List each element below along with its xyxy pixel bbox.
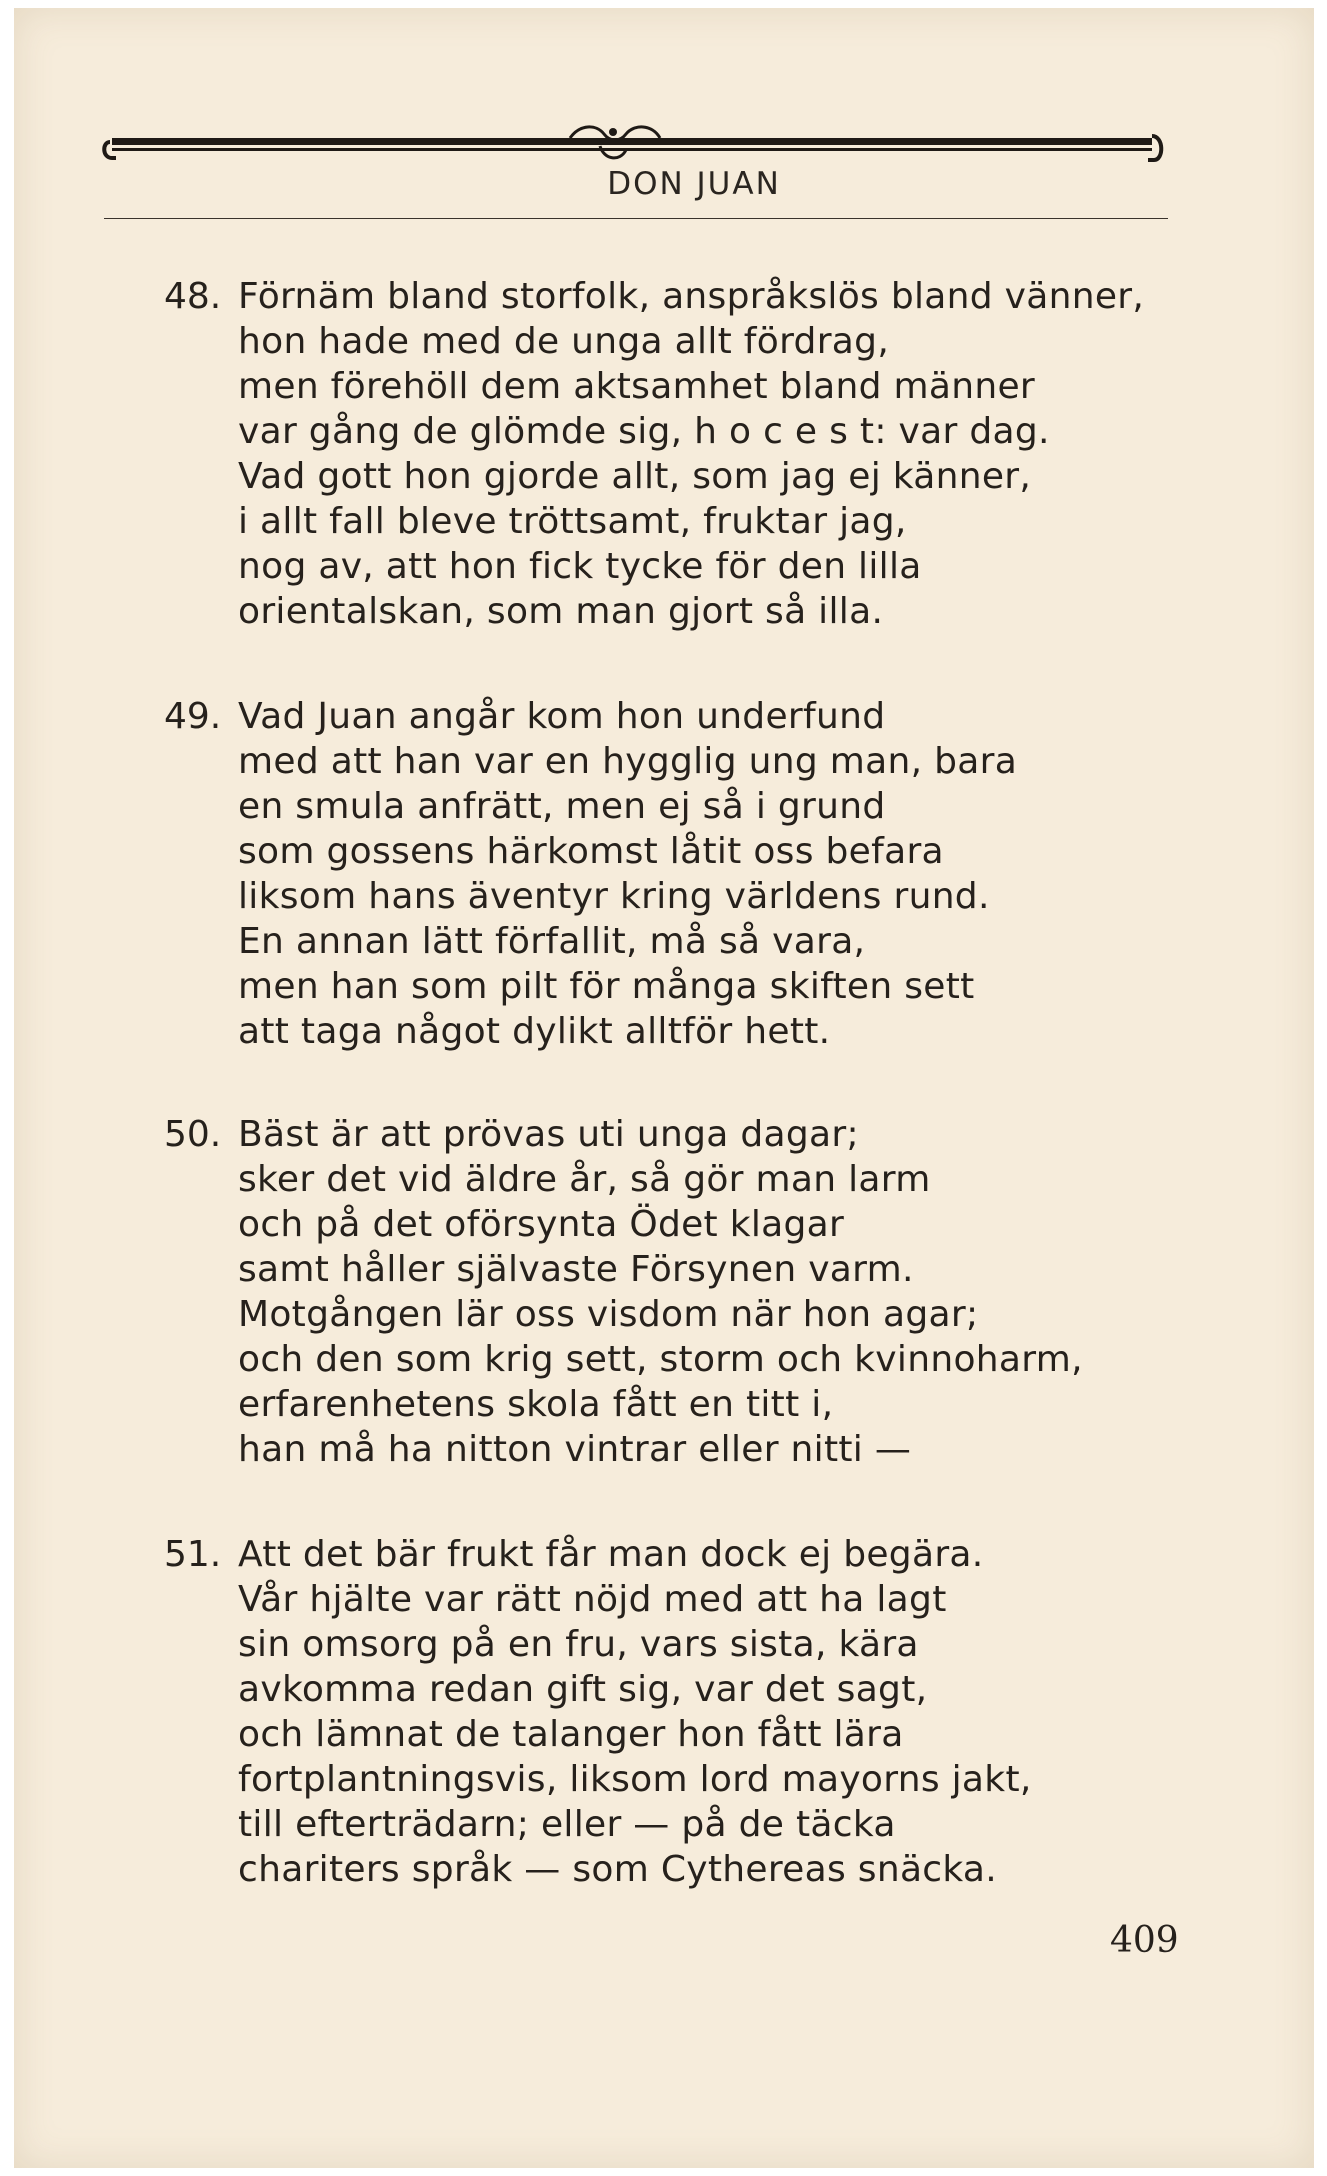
verse-line: En annan lätt förfallit, må så vara, bbox=[238, 921, 866, 962]
verse-line: sin omsorg på en fru, vars sista, kära bbox=[238, 1624, 919, 1665]
stanza-number: 48. bbox=[164, 276, 222, 317]
verse-line: liksom hans äventyr kring världens rund. bbox=[238, 876, 990, 917]
page-number: 409 bbox=[1110, 1920, 1179, 1961]
verse-line: Motgången lär oss visdom när hon agar; bbox=[238, 1294, 979, 1335]
verse-line: och på det oförsynta Ödet klagar bbox=[238, 1204, 845, 1245]
verse-line: avkomma redan gift sig, var det sagt, bbox=[238, 1669, 928, 1710]
verse-line: nog av, att hon fick tycke för den lilla bbox=[238, 546, 922, 587]
verse-line: samt håller självaste Försynen varm. bbox=[238, 1249, 914, 1290]
verse-line: och lämnat de talanger hon fått lära bbox=[238, 1714, 904, 1755]
verse-line: som gossens härkomst låtit oss befara bbox=[238, 831, 944, 872]
verse-line: Vad gott hon gjorde allt, som jag ej känner, bbox=[238, 456, 1032, 497]
verse-line: Vår hjälte var rätt nöjd med att ha lagt bbox=[238, 1579, 947, 1620]
verse-line: att taga något dylikt alltför hett. bbox=[238, 1011, 831, 1052]
stanza-number: 51. bbox=[164, 1534, 222, 1575]
verse-line: i allt fall bleve tröttsamt, fruktar jag, bbox=[238, 501, 907, 542]
verse-line: Förnäm bland storfolk, anspråkslös bland vänner, bbox=[238, 276, 1145, 317]
verse-line: Bäst är att prövas uti unga dagar; bbox=[238, 1114, 859, 1155]
verse-line: han må ha nitton vintrar eller nitti — bbox=[238, 1429, 912, 1470]
verse-line: sker det vid äldre år, så gör man larm bbox=[238, 1159, 931, 1200]
verse-line: erfarenhetens skola fått en titt i, bbox=[238, 1384, 834, 1425]
verse-line: och den som krig sett, storm och kvinnoharm, bbox=[238, 1339, 1083, 1380]
header-divider bbox=[104, 218, 1168, 219]
verse-line: Att det bär frukt får man dock ej begära. bbox=[238, 1534, 984, 1575]
verse-line: orientalskan, som man gjort så illa. bbox=[238, 591, 884, 632]
verse-line: hon hade med de unga allt fördrag, bbox=[238, 321, 890, 362]
verse-line: men förehöll dem aktsamhet bland männer bbox=[238, 366, 1036, 407]
book-page bbox=[14, 8, 1314, 2168]
verse-line: till efterträdarn; eller — på de täcka bbox=[238, 1804, 896, 1845]
verse-line: med att han var en hygglig ung man, bara bbox=[238, 741, 1018, 782]
verse-line: fortplantningsvis, liksom lord mayorns jakt, bbox=[238, 1759, 1032, 1800]
stanza-number: 49. bbox=[164, 696, 222, 737]
verse-line: en smula anfrätt, men ej så i grund bbox=[238, 786, 886, 827]
running-header-title: DON JUAN bbox=[607, 166, 781, 202]
verse-line: men han som pilt för många skiften sett bbox=[238, 966, 975, 1007]
verse-line: var gång de glömde sig, h o c e s t: var dag. bbox=[238, 411, 1050, 452]
verse-line: Vad Juan angår kom hon underfund bbox=[238, 696, 886, 737]
stanza-number: 50. bbox=[164, 1114, 222, 1155]
verse-line: chariters språk — som Cythereas snäcka. bbox=[238, 1849, 998, 1890]
